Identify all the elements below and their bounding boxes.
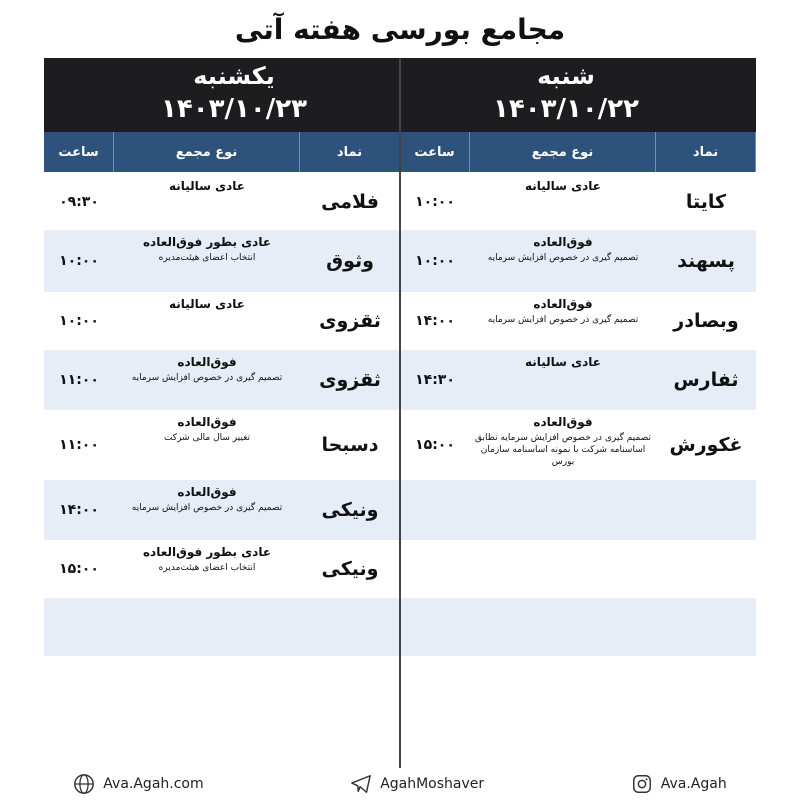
meeting-type: عادی سالیانه: [168, 297, 246, 311]
meeting-type: عادی بطور فوق‌العاده: [142, 235, 272, 249]
day-date: ۱۴۰۳/۱۰/۲۲: [493, 94, 639, 124]
column-header-symbol: نماد: [300, 132, 400, 172]
meeting-detail: تغییر سال مالی شرکت: [163, 433, 251, 443]
symbol-cell: فلامی: [321, 191, 379, 213]
symbol-cell: پسهند: [677, 250, 735, 272]
meeting-type: فوق‌العاده: [533, 235, 593, 249]
website-text: Ava.Agah.com: [103, 776, 204, 792]
meeting-detail: تصمیم گیری در خصوص افزایش سرمایه: [131, 503, 283, 513]
time-cell: ۱۰:۰۰: [59, 313, 99, 329]
table-row: [44, 174, 400, 230]
center-divider: [399, 58, 401, 768]
symbol-cell: وثوق: [326, 250, 374, 272]
column-header-symbol: نماد: [656, 132, 756, 172]
telegram-text: AgahMoshaver: [380, 776, 485, 792]
table-row: [44, 598, 400, 656]
table-row: [44, 230, 400, 292]
meeting-type-cell: [114, 410, 300, 480]
table-row: [44, 540, 400, 598]
meeting-detail: انتخاب اعضای هیئت‌مدیره: [158, 563, 256, 573]
meeting-detail: انتخاب اعضای هیئت‌مدیره: [158, 253, 256, 263]
time-cell: ۱۰:۰۰: [415, 194, 455, 210]
meeting-detail: تصمیم گیری در خصوص افزایش سرمایه: [131, 373, 283, 383]
table-row: [44, 410, 400, 480]
table-row: [44, 292, 400, 350]
time-cell: ۰۹:۳۰: [59, 194, 99, 210]
meeting-type: فوق‌العاده: [533, 415, 593, 429]
meeting-type-cell: [470, 410, 656, 480]
footer-instagram[interactable]: [631, 773, 727, 795]
symbol-cell: ثقزوی: [319, 369, 381, 391]
symbol-cell: دسبحا: [321, 434, 379, 456]
meeting-type: فوق‌العاده: [533, 297, 593, 311]
symbol-cell: ونیکی: [321, 558, 379, 580]
meeting-type-cell: [114, 174, 300, 230]
meeting-type: فوق‌العاده: [177, 415, 237, 429]
symbol-cell: ثقزوی: [319, 310, 381, 332]
time-cell: ۱۰:۰۰: [415, 253, 455, 269]
instagram-text: Ava.Agah: [660, 776, 727, 792]
globe-icon: [73, 773, 95, 795]
meeting-type: عادی بطور فوق‌العاده: [142, 545, 272, 559]
table-row: [400, 540, 756, 598]
symbol-cell: ونیکی: [321, 499, 379, 521]
instagram-icon: [631, 773, 653, 795]
meeting-type-cell: [470, 292, 656, 350]
footer-telegram[interactable]: [350, 773, 484, 795]
table-row: [400, 174, 756, 230]
meeting-type-cell: [470, 174, 656, 230]
column-header-type: نوع مجمع: [114, 132, 300, 172]
symbol-cell: ثفارس: [673, 369, 739, 391]
day-name: یکشنبه: [193, 62, 275, 90]
table-row: [44, 350, 400, 410]
sunday-table: [44, 132, 400, 767]
meeting-type: عادی سالیانه: [524, 355, 602, 369]
meeting-type: عادی سالیانه: [168, 179, 246, 193]
day-date: ۱۴۰۳/۱۰/۲۳: [161, 94, 307, 124]
meeting-detail: تصمیم گیری در خصوص افزایش سرمایه تطابق اساسنامه شرکت با نمونه اساسنامه سازمان بورس: [475, 433, 651, 467]
table-row: [400, 480, 756, 540]
table-row: [400, 350, 756, 410]
time-cell: ۱۱:۰۰: [59, 437, 99, 453]
meeting-type-cell: [114, 230, 300, 292]
meeting-detail: تصمیم گیری در خصوص افزایش سرمایه: [487, 315, 639, 325]
meeting-detail: تصمیم گیری در خصوص افزایش سرمایه: [487, 253, 639, 263]
table-row: [400, 230, 756, 292]
meeting-type-cell: [114, 480, 300, 540]
table-row: [44, 656, 400, 712]
meeting-type: عادی سالیانه: [524, 179, 602, 193]
column-header-type: نوع مجمع: [470, 132, 656, 172]
table-row: [400, 292, 756, 350]
footer: [0, 768, 800, 800]
time-cell: ۱۰:۰۰: [59, 253, 99, 269]
telegram-icon: [350, 773, 372, 795]
time-cell: ۱۵:۰۰: [415, 437, 455, 453]
time-cell: ۱۵:۰۰: [59, 561, 99, 577]
table-row: [400, 598, 756, 656]
symbol-cell: وبصادر: [673, 310, 739, 332]
symbol-cell: کایتا: [685, 191, 727, 213]
time-cell: ۱۴:۰۰: [415, 313, 455, 329]
meeting-type-cell: [114, 292, 300, 350]
day-sunday: [84, 58, 384, 132]
saturday-table: [400, 132, 756, 767]
footer-website[interactable]: [73, 773, 203, 795]
time-cell: ۱۴:۰۰: [59, 502, 99, 518]
page-title: مجامع بورسی هفته آتی: [234, 13, 566, 46]
meeting-type-cell: [114, 540, 300, 598]
meeting-type: فوق‌العاده: [177, 485, 237, 499]
meeting-type: فوق‌العاده: [177, 355, 237, 369]
time-cell: ۱۱:۰۰: [59, 372, 99, 388]
time-cell: ۱۴:۳۰: [415, 372, 455, 388]
table-row: [400, 656, 756, 712]
day-saturday: [416, 58, 716, 132]
column-header-time: ساعت: [44, 132, 114, 172]
meeting-type-cell: [470, 350, 656, 410]
table-row: [44, 480, 400, 540]
column-header-time: ساعت: [400, 132, 470, 172]
table-row: [400, 410, 756, 480]
day-name: شنبه: [537, 62, 595, 90]
meeting-type-cell: [114, 350, 300, 410]
symbol-cell: غکورش: [669, 434, 743, 456]
meeting-type-cell: [470, 230, 656, 292]
